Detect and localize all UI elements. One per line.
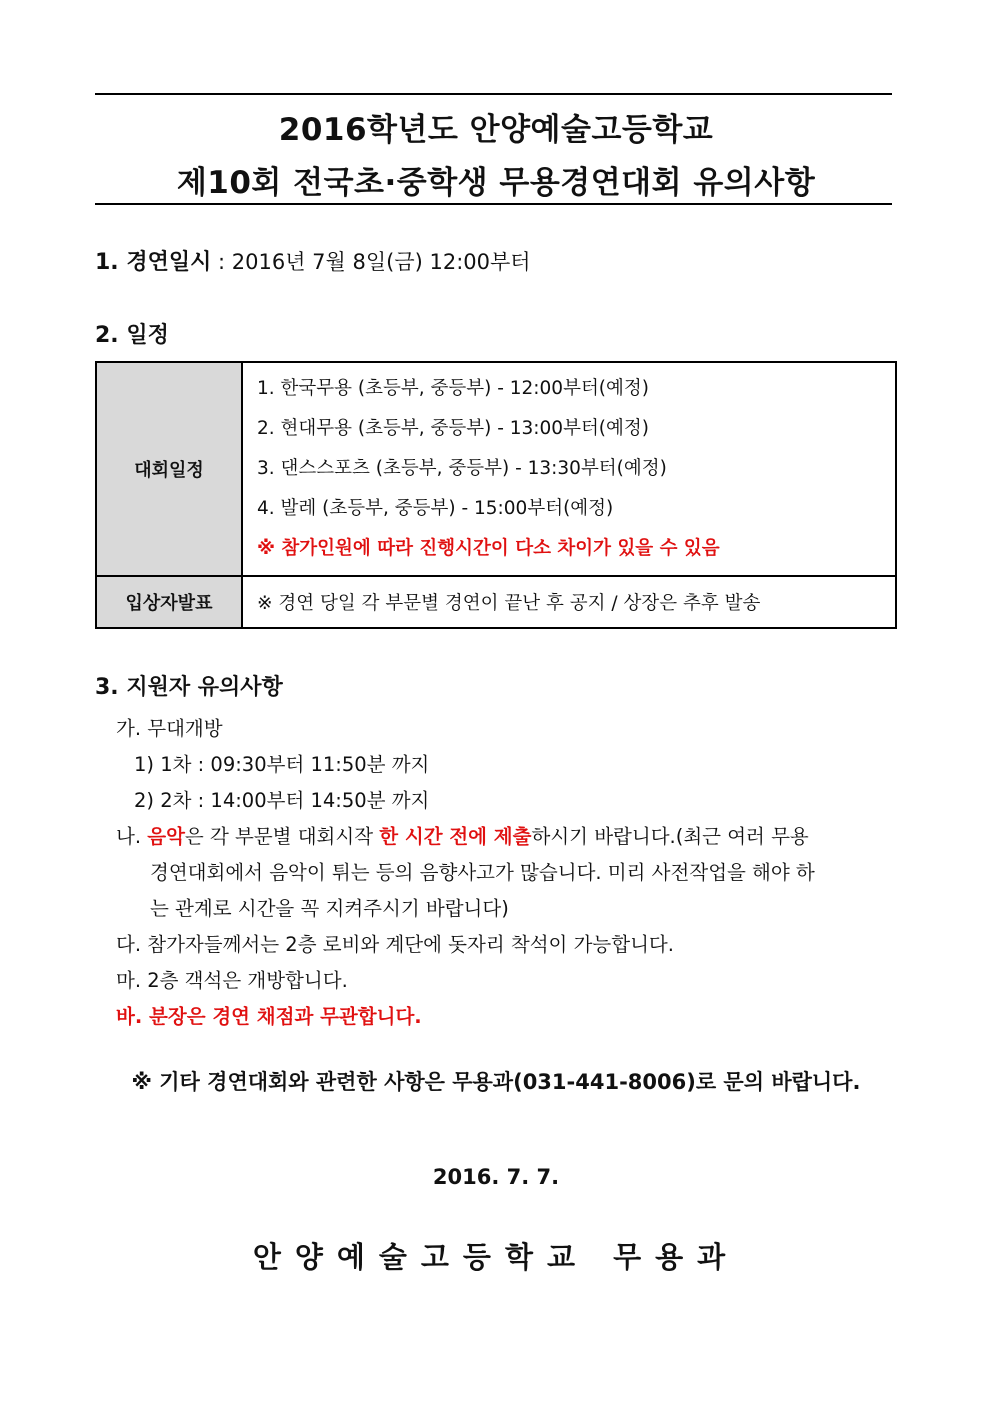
item-na-prefix: 나. bbox=[116, 825, 148, 848]
title-line-1: 2016학년도 안양예술고등학교 bbox=[278, 112, 714, 148]
section-3-heading: 3. 지원자 유의사항 bbox=[95, 675, 283, 700]
schedule-items bbox=[242, 362, 896, 576]
item-ga-1: 1) 1차 : 09:30부터 11:50분 까지 bbox=[134, 753, 430, 776]
table-row bbox=[96, 576, 896, 628]
schedule-label: 대회일정 bbox=[96, 362, 242, 576]
section-1-heading: 1. 경연일시 bbox=[95, 250, 212, 275]
section-2-heading: 2. 일정 bbox=[95, 323, 169, 348]
item-na bbox=[116, 821, 809, 849]
title-line-2: 제10회 전국초·중학생 무용경연대회 유의사항 bbox=[176, 165, 816, 201]
document-date: 2016. 7. 7. bbox=[432, 1165, 560, 1189]
item-ga-2: 2) 2차 : 14:00부터 14:50분 까지 bbox=[134, 789, 430, 812]
schedule-notice: ※ 참가인원에 따라 진행시간이 다소 차이가 있을 수 있음 bbox=[257, 538, 720, 559]
schedule-table bbox=[95, 361, 897, 629]
section-1 bbox=[95, 245, 531, 276]
item-ba: 바. 분장은 경연 채점과 무관합니다. bbox=[116, 1005, 422, 1028]
schedule-item: 1. 한국무용 (초등부, 중등부) - 12:00부터(예정) bbox=[257, 378, 649, 399]
item-na-red-deadline: 한 시간 전에 제출 bbox=[379, 825, 532, 848]
item-da: 다. 참가자들께서는 2층 로비와 계단에 돗자리 착석이 가능합니다. bbox=[116, 933, 674, 956]
section-1-value: 2016년 7월 8일(금) 12:00부터 bbox=[231, 250, 531, 274]
item-na-mid: 은 각 부문별 대회시작 bbox=[184, 825, 380, 848]
signature: 안양예술고등학교 무용과 bbox=[252, 1240, 740, 1274]
item-ga: 가. 무대개방 bbox=[116, 717, 223, 740]
item-ma: 마. 2층 객석은 개방합니다. bbox=[116, 969, 348, 992]
bottom-rule bbox=[95, 203, 892, 205]
item-na-line-2: 경연대회에서 음악이 튀는 등의 음향사고가 많습니다. 미리 사전작업을 해야 하 bbox=[150, 861, 815, 884]
awards-label: 입상자발표 bbox=[96, 576, 242, 628]
schedule-item: 3. 댄스스포츠 (초등부, 중등부) - 13:30부터(예정) bbox=[257, 458, 667, 479]
top-rule bbox=[95, 93, 892, 95]
item-na-rest: 하시기 바랍니다.(최근 여러 무용 bbox=[531, 825, 809, 848]
schedule-item: 2. 현대무용 (초등부, 중등부) - 13:00부터(예정) bbox=[257, 418, 649, 439]
awards-value: ※ 경연 당일 각 부문별 경연이 끝난 후 공지 / 상장은 추후 발송 bbox=[242, 576, 896, 628]
contact-note: ※ 기타 경연대회와 관련한 사항은 무용과(031-441-8006)로 문의 바랍니다. bbox=[131, 1070, 861, 1094]
section-1-sep: : bbox=[211, 250, 232, 274]
schedule-item: 4. 발레 (초등부, 중등부) - 15:00부터(예정) bbox=[257, 498, 614, 519]
item-na-red-music: 음악 bbox=[147, 825, 185, 848]
table-row bbox=[96, 362, 896, 576]
item-na-line-3: 는 관계로 시간을 꼭 지켜주시기 바랍니다) bbox=[150, 897, 509, 920]
